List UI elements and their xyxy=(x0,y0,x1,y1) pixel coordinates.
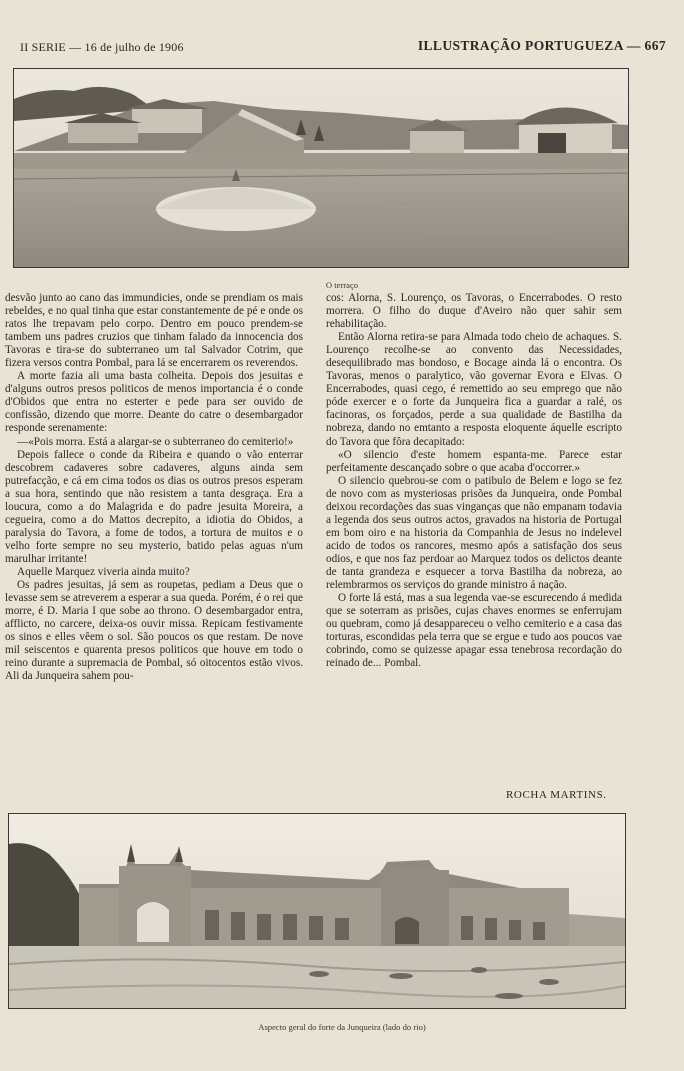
paragraph: Depois fallece o conde da Ribeira e quando o vão enterrar descobrem cadaveres sobre cadaveres, alguns ainda sem putrefacção, e cá em cima todos os dias os outros presos esperam a sua hora, sentindo que não resistem a tanta desgraça. Era a loucura, como a do Malagrida e do padre jesuita Moreira, a cegueira, como a do Mattos decrepito, a idiotia do Obidos, a paralysia do Tavora, a fome de todos, a tortura de muitos e o velho forte sempre no seu mysterio, batido pelas aguas n'um marulhar irritante! xyxy=(5,448,303,565)
paragraph: «O silencio d'este homem espanta-me. Parece estar perfeitamente descançado sobre o que acaba d'occorrer.» xyxy=(326,448,622,474)
article-left-column xyxy=(5,292,303,683)
paragraph: A morte fazia ali uma basta colheita. Depois dos jesuitas e d'alguns outros presos politicos de menos importancia é o conde d'Obidos que entra no esterter e pede para ser ouvido de confissão, dizendo que morre. Deante do catre o desembargador responde serenamente: xyxy=(5,370,303,435)
paragraph: O forte lá está, mas a sua legenda vae-se escurecendo á medida que se soterram as prisões, cujas chaves enormes se enferrujam ou quebram, como já desappareceu o velho cemiterio e a casa das torturas, escondidas pela terra que se ergue e tudo aos poucos vae cobrindo, como se quizesse apagar essa tenebrosa recordação do reinado de... Pombal. xyxy=(326,592,622,670)
paragraph: Então Alorna retira-se para Almada todo cheio de achaques. S. Lourenço recolhe-se ao convento das Necessidades, desequilibrado mas bondoso, e Bocage ainda lá o encontra. Os Tavoras, menos o paralytico, vão governar Evora e Elvas. O Encerrabodes, quasi cego, é remettido ao seu emprego que não póde exercer e o forte da Junqueira fica a guardar a ralé, os facinoras, os forçados, perde a sua qualidade de Bastilha da nobreza, dando no emtanto a resposta eloquente áquelle escripto do Tavora que fôra decapitado: xyxy=(326,331,622,448)
fort-caption: Aspecto geral do forte da Junqueira (lado do rio) xyxy=(258,1022,426,1032)
paragraph: cos: Alorna, S. Lourenço, os Tavoras, o Encerrabodes. O resto morrera. O filho do duque d'Aveiro não quer sahir sem rehabilitação. xyxy=(326,292,622,331)
terrace-photo xyxy=(13,68,629,268)
paragraph: desvão junto ao cano das immundicies, onde se prendiam os mais rebeldes, e no qual tinha que estar constantemente de pé e onde os ratos lhe trepavam pelo corpo. Dentro em pouco prendem-se tambem uns padres cruzios que tinham falado da innocencia dos Tavoras e tira-se do subterraneo um tal Salvador Cotrim, que fizera versos contra Pombal, para lá se encerrarem os reverendos. xyxy=(5,292,303,370)
page-header xyxy=(20,38,666,58)
paragraph: O silencio quebrou-se com o patibulo de Belem e logo se fez de novo com as mysteriosas prisões da Junqueira, onde Pombal deixou recordações das suas vinganças que não empanam todavia a legenda dos seus outros actos, gravados na historia de Portugal em bom oiro e na historia da Companhia de Jesus no indelevel acido de todos os rancores, mesmo após a satisfação dos seus odios, e que nos faz perdoar ao Marquez todos os delictos deante de tanta grandeza e esquecer a torva Bastilha da nobreza, ao relembrarmos os serviços do grande ministro á nação. xyxy=(326,474,622,592)
article-right-column xyxy=(326,292,622,670)
issue-date: II SERIE — 16 de julho de 1906 xyxy=(20,40,184,54)
terrace-caption: O terraço xyxy=(325,280,359,290)
magazine-title-page: ILLUSTRAÇÃO PORTUGUEZA — 667 xyxy=(417,38,666,53)
fort-photo xyxy=(8,813,626,1009)
paragraph: Os padres jesuitas, já sem as roupetas, pediam a Deus que o levasse sem se atreverem a esperar a sua queda. Porém, é o rei que morre, é D. Maria I que sobe ao throno. O desembargador entra, afflicto, no carcere, deixa-os ouvir missa. Repicam festivamente os sinos e elles vêem o sol. São poucos os que restam. De nove mil seiscentos e quarenta presos politicos que houve em todo o reino durante a supremacia de Pombal, só oitocentos estão vivos. Ali da Junqueira sahem pou- xyxy=(5,579,303,683)
author-signature: ROCHA MARTINS. xyxy=(506,789,607,801)
paragraph: —«Pois morra. Está a alargar-se o subterraneo do cemiterio!» xyxy=(17,435,294,448)
paragraph: Aquelle Marquez viveria ainda muito? xyxy=(17,565,190,578)
